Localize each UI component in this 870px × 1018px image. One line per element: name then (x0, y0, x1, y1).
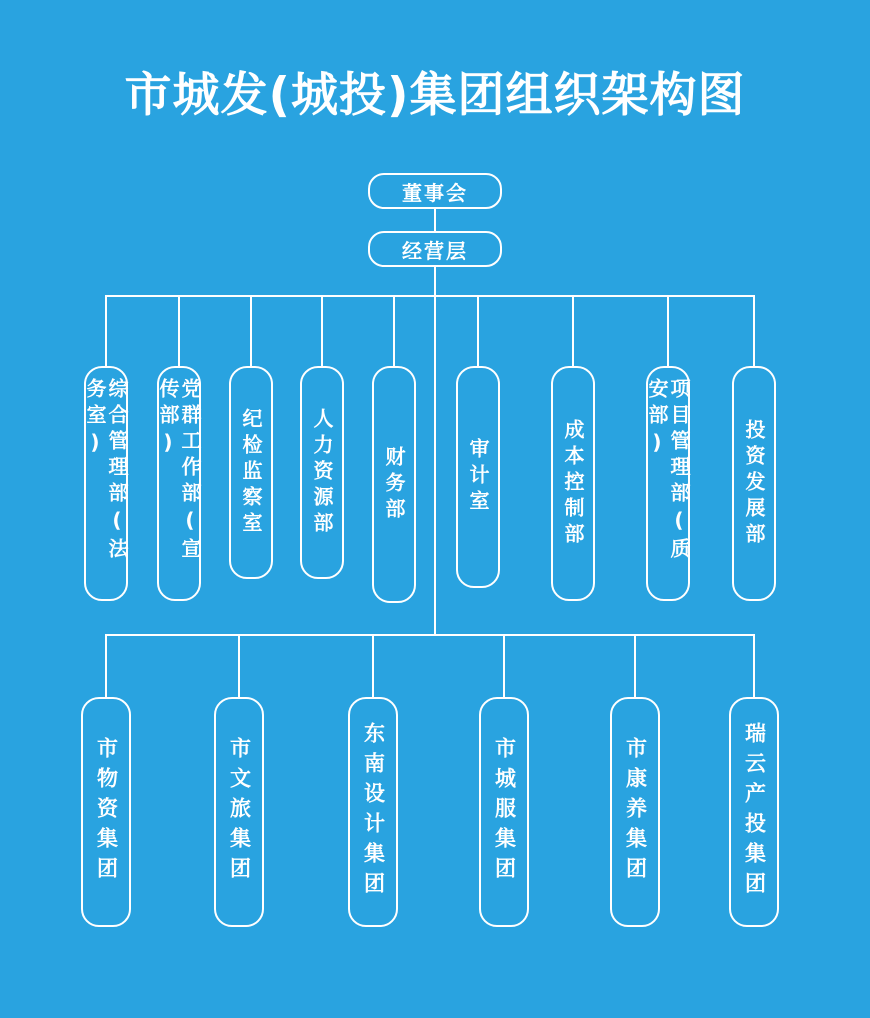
connector-drop-sub-5 (634, 634, 636, 698)
connector-drop-sub-6 (753, 634, 755, 698)
node-dept-1[interactable] (84, 366, 128, 601)
node-dept-7-label: 成本控制部 (561, 418, 585, 549)
connector-drop-dept-7 (572, 295, 574, 367)
connector-drop-dept-6 (477, 295, 479, 367)
node-dept-2[interactable] (157, 366, 201, 601)
node-dept-6[interactable] (456, 366, 500, 588)
node-dept-4-label: 人力资源部 (310, 407, 334, 538)
connector-drop-dept-1 (105, 295, 107, 367)
node-dept-5-label: 财务部 (382, 445, 406, 524)
node-dept-9[interactable] (732, 366, 776, 601)
node-dept-1-label: 综合管理部(法务室) (83, 378, 129, 564)
node-dept-6-label: 审计室 (466, 438, 490, 516)
connector-management-trunk (434, 267, 436, 296)
page-title: 市城发(城投)集团组织架构图 (124, 68, 746, 123)
node-dept-8-label: 项目管理部(质安部) (645, 378, 691, 564)
connector-drop-sub-1 (105, 634, 107, 698)
connector-drop-dept-9 (753, 295, 755, 367)
node-sub-1[interactable] (81, 697, 131, 927)
node-dept-2-label: 党群工作部(宣传部) (156, 378, 202, 564)
node-sub-3-label: 东南设计集团 (361, 722, 386, 902)
node-dept-8[interactable] (646, 366, 690, 601)
connector-drop-dept-3 (250, 295, 252, 367)
connector-drop-sub-3 (372, 634, 374, 698)
node-sub-4-label: 市城服集团 (492, 737, 517, 887)
node-board-label: 董事会 (402, 180, 468, 205)
node-sub-2[interactable] (214, 697, 264, 927)
node-dept-5[interactable] (372, 366, 416, 603)
connector-subsidiary-trunk (434, 295, 436, 636)
connector-department-bus (105, 295, 753, 297)
connector-drop-sub-2 (238, 634, 240, 698)
node-sub-2-label: 市文旅集团 (227, 737, 252, 887)
connector-drop-sub-4 (503, 634, 505, 698)
node-board[interactable] (368, 173, 502, 209)
node-sub-6[interactable] (729, 697, 779, 927)
node-management[interactable] (368, 231, 502, 267)
connector-drop-dept-8 (667, 295, 669, 367)
node-dept-7[interactable] (551, 366, 595, 601)
node-sub-6-label: 瑞云产投集团 (742, 722, 767, 902)
node-sub-4[interactable] (479, 697, 529, 927)
node-dept-9-label: 投资发展部 (742, 418, 766, 549)
node-dept-3-label: 纪检监察室 (239, 407, 263, 538)
node-dept-3[interactable] (229, 366, 273, 579)
connector-board-to-management (434, 209, 436, 231)
connector-subsidiary-bus (105, 634, 753, 636)
node-sub-5-label: 市康养集团 (623, 737, 648, 887)
connector-drop-dept-5 (393, 295, 395, 367)
node-sub-5[interactable] (610, 697, 660, 927)
connector-drop-dept-2 (178, 295, 180, 367)
node-management-label: 经营层 (402, 238, 468, 263)
node-sub-3[interactable] (348, 697, 398, 927)
node-dept-4[interactable] (300, 366, 344, 579)
node-sub-1-label: 市物资集团 (94, 737, 119, 887)
connector-drop-dept-4 (321, 295, 323, 367)
